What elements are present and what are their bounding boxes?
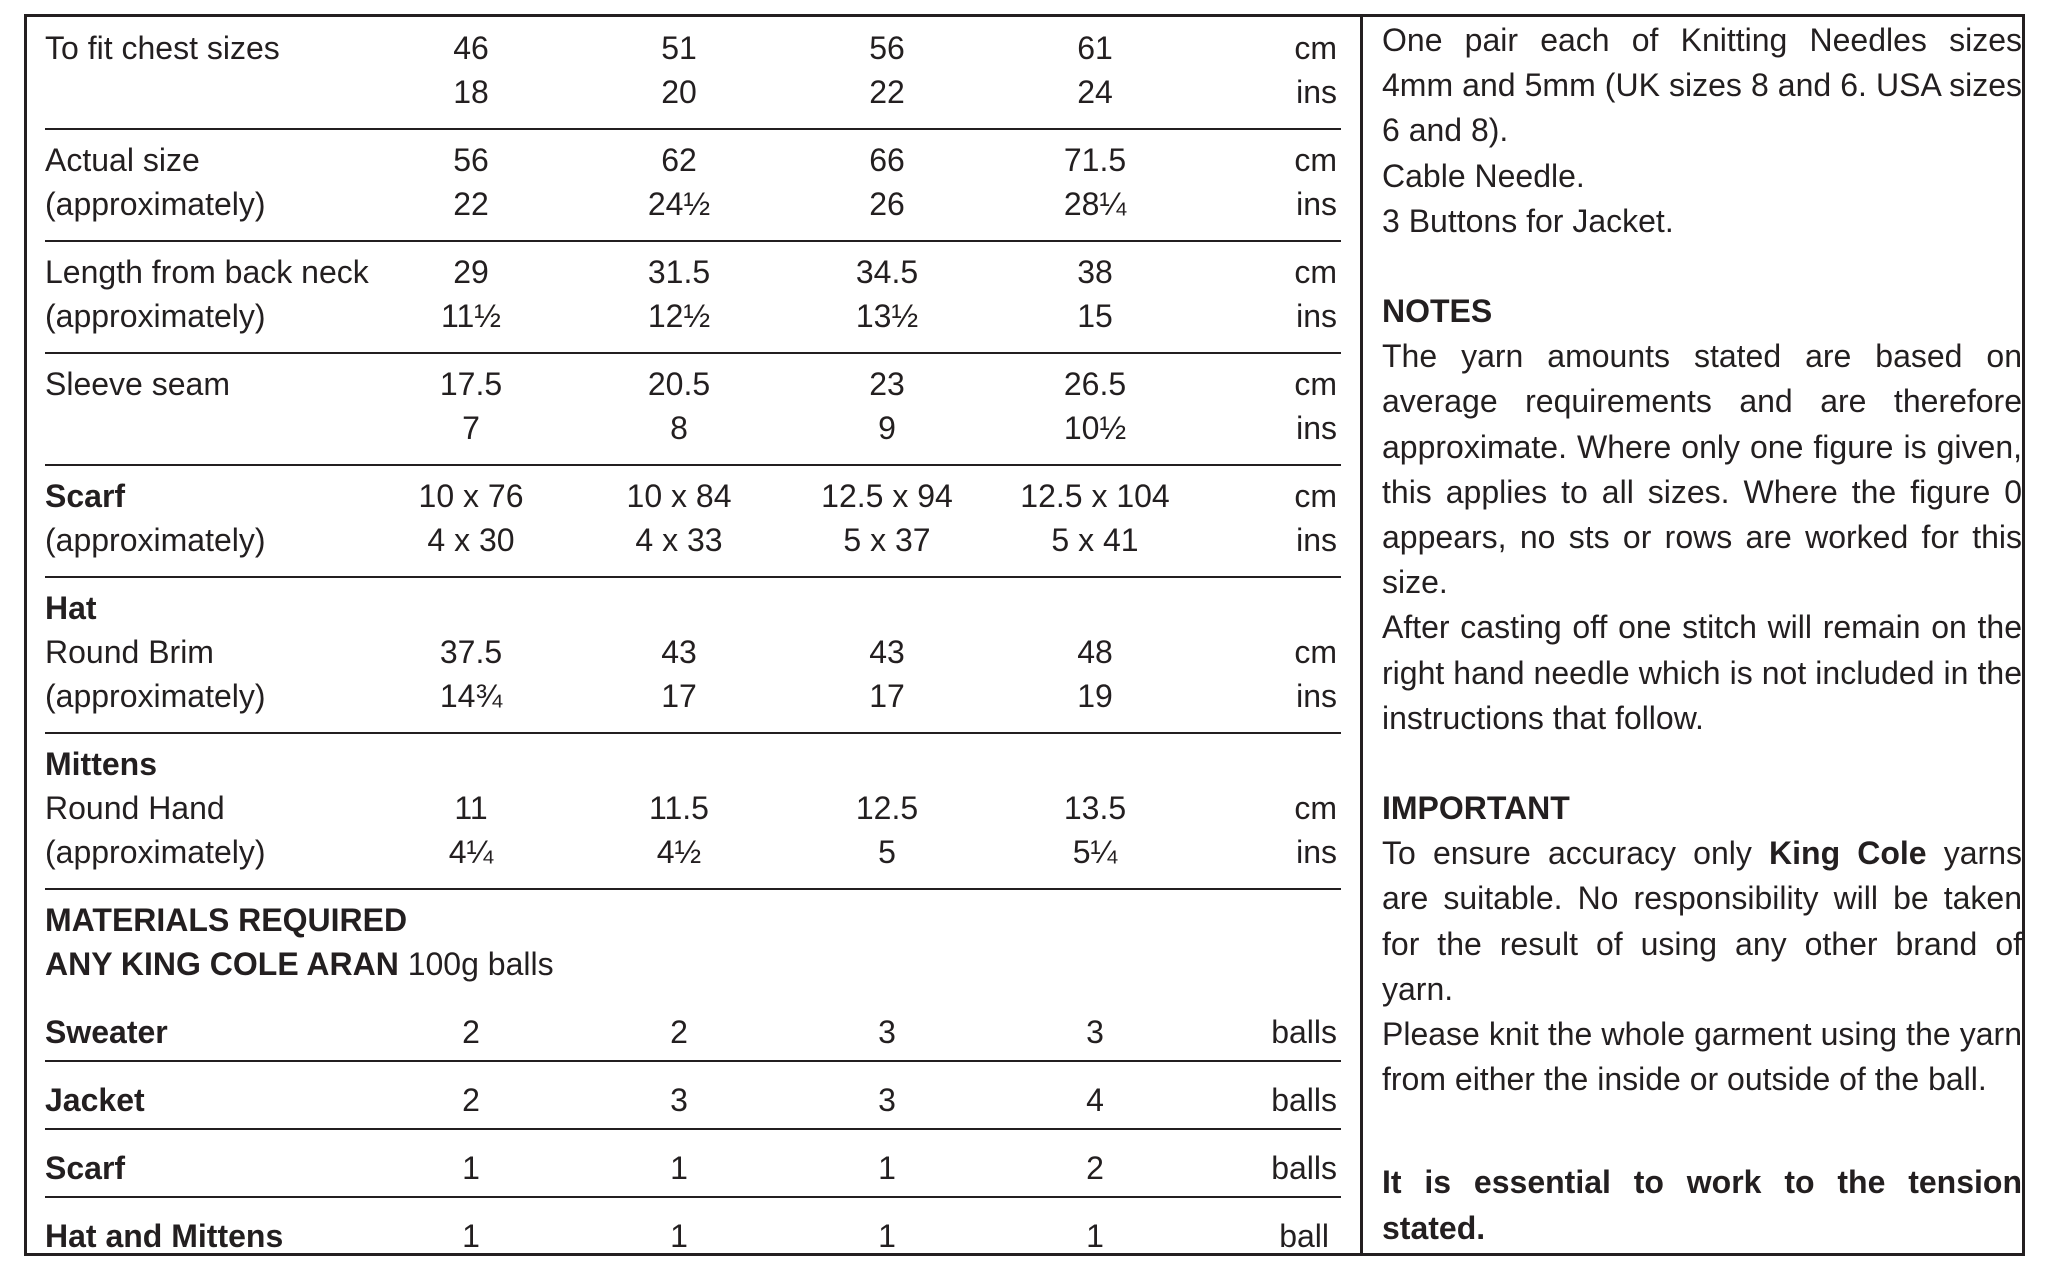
column-divider [1360,14,1363,1256]
materials-row-hat-mittens [45,1214,1341,1258]
actual-cm-3: 66 [869,142,905,178]
materials-value-3: 1 [878,1150,896,1186]
scarf-cm-1: 10 x 76 [418,478,524,514]
materials-value-2: 2 [670,1014,688,1050]
sleeve-ins-3: 9 [878,410,896,446]
unit-cm: cm [1294,478,1337,514]
chest-cm-1: 46 [453,30,489,66]
approx-label: (approximately) [45,678,266,714]
approx-label: (approximately) [45,186,266,222]
unit-cm: cm [1294,254,1337,290]
hat-title: Hat [45,590,97,626]
hat-ins-1: 14¾ [439,678,503,714]
length-cm-2: 31.5 [647,254,711,290]
actual-cm-4: 71.5 [1063,142,1127,178]
materials-heading-block [45,898,1341,992]
scarf-ins-2: 4 x 33 [635,522,723,558]
materials-row-scarf [45,1146,1341,1198]
hat-ins-4: 19 [1077,678,1113,714]
cable-needle-text: Cable Needle. [1382,157,1585,194]
sleeve-label: Sleeve seam [45,366,230,402]
materials-value-4: 1 [1086,1218,1104,1254]
materials-row-label: Hat and Mittens [45,1218,284,1254]
actual-cm-2: 62 [661,142,697,178]
unit-ins: ins [1296,74,1337,110]
tension-note: It is essential to work to the tension stated. [1382,1164,2022,1246]
materials-unit: balls [1271,1082,1337,1118]
materials-value-4: 4 [1086,1082,1104,1118]
materials-unit: balls [1271,1150,1337,1186]
materials-value-4: 3 [1086,1014,1104,1050]
mittens-title: Mittens [45,746,157,782]
unit-cm: cm [1294,790,1337,826]
materials-row-label: Jacket [45,1082,145,1118]
actual-label: Actual size [45,142,200,178]
scarf-ins-1: 4 x 30 [427,522,515,558]
approx-label: (approximately) [45,298,266,334]
mittens-cm-3: 12.5 [855,790,919,826]
chest-ins-1: 18 [453,74,489,110]
scarf-cm-4: 12.5 x 104 [1020,478,1170,514]
chest-size-row [45,26,1341,130]
actual-ins-3: 26 [869,186,905,222]
materials-unit: ball [1279,1218,1329,1254]
materials-value-1: 1 [462,1150,480,1186]
materials-unit: balls [1271,1014,1337,1050]
mittens-ins-3: 5 [878,834,896,870]
unit-cm: cm [1294,142,1337,178]
sleeve-ins-2: 8 [670,410,688,446]
approx-label: (approximately) [45,522,266,558]
materials-heading: MATERIALS REQUIRED [45,902,408,938]
materials-value-2: 3 [670,1082,688,1118]
buttons-text: 3 Buttons for Jacket. [1382,202,1674,239]
hat-ins-3: 17 [869,678,905,714]
hat-cm-3: 43 [869,634,905,670]
unit-cm: cm [1294,634,1337,670]
actual-size-row [45,138,1341,242]
yarn-weight: 100g balls [398,946,554,982]
actual-ins-2: 24½ [647,186,711,222]
mittens-cm-4: 13.5 [1063,790,1127,826]
length-ins-3: 13½ [855,298,919,334]
yarn-name: ANY KING COLE ARAN [45,946,399,982]
scarf-cm-2: 10 x 84 [626,478,732,514]
mittens-ins-4: 5¼ [1072,834,1118,870]
chest-cm-2: 51 [661,30,697,66]
materials-row-jacket [45,1078,1341,1130]
sleeve-cm-4: 26.5 [1063,366,1127,402]
unit-ins: ins [1296,186,1337,222]
important-paragraph: To ensure accuracy only King Cole yarns are suitable. No responsibility will be taken for the result of using any other brand of yarn. [1382,835,2023,1007]
materials-value-1: 2 [462,1082,480,1118]
hat-cm-1: 37.5 [439,634,503,670]
materials-row-sweater [45,1010,1341,1062]
mittens-ins-2: 4½ [656,834,702,870]
length-ins-4: 15 [1077,298,1113,334]
unit-ins: ins [1296,298,1337,334]
length-cm-4: 38 [1077,254,1113,290]
notes-heading: NOTES [1382,293,1493,330]
sleeve-cm-3: 23 [869,366,905,402]
chest-ins-3: 22 [869,74,905,110]
mittens-size-row [45,742,1341,890]
length-cm-1: 29 [453,254,489,290]
length-row [45,250,1341,354]
materials-row-label: Scarf [45,1150,126,1186]
hat-brim-label: Round Brim [45,634,214,670]
unit-ins: ins [1296,410,1337,446]
materials-value-1: 1 [462,1218,480,1254]
scarf-ins-3: 5 x 37 [843,522,931,558]
length-label: Length from back neck [45,254,369,290]
length-ins-1: 11½ [441,298,501,334]
important-heading: IMPORTANT [1382,790,1570,827]
unit-ins: ins [1296,834,1337,870]
chest-cm-3: 56 [869,30,905,66]
mittens-cm-2: 11.5 [649,790,709,826]
scarf-label: Scarf [45,478,126,514]
brand-name: King Cole [1769,835,1927,872]
unit-ins: ins [1296,678,1337,714]
actual-cm-1: 56 [453,142,489,178]
mittens-hand-label: Round Hand [45,790,225,826]
unit-cm: cm [1294,30,1337,66]
materials-value-1: 2 [462,1014,480,1050]
materials-value-4: 2 [1086,1150,1104,1186]
scarf-ins-4: 5 x 41 [1051,522,1139,558]
materials-value-3: 3 [878,1014,896,1050]
hat-cm-4: 48 [1077,634,1113,670]
materials-value-2: 1 [670,1218,688,1254]
scarf-size-row [45,474,1341,578]
chest-ins-4: 24 [1077,74,1113,110]
chest-ins-2: 20 [661,74,697,110]
scarf-cm-3: 12.5 x 94 [821,478,953,514]
size-table [45,14,1341,1256]
chest-cm-4: 61 [1077,30,1113,66]
needles-text: One pair each of Knitting Needles sizes 4mm and 5mm (UK sizes 8 and 6. USA sizes 6 and 8). [1382,22,2022,149]
unit-cm: cm [1294,366,1337,402]
materials-value-2: 1 [670,1150,688,1186]
materials-row-label: Sweater [45,1014,168,1050]
mittens-ins-1: 4¼ [448,834,494,870]
mittens-cm-1: 11 [454,790,488,826]
materials-value-3: 1 [878,1218,896,1254]
casting-off-paragraph: After casting off one stitch will remain on the right hand needle which is not included in the instructions that follow. [1382,609,2022,736]
actual-ins-1: 22 [453,186,489,222]
materials-value-3: 3 [878,1082,896,1118]
sleeve-cm-1: 17.5 [439,366,503,402]
unit-ins: ins [1296,522,1337,558]
sleeve-row [45,362,1341,466]
sleeve-ins-1: 7 [462,410,480,446]
length-cm-3: 34.5 [855,254,919,290]
hat-cm-2: 43 [661,634,697,670]
actual-ins-4: 28¼ [1063,186,1127,222]
sleeve-ins-4: 10½ [1063,410,1127,446]
length-ins-2: 12½ [647,298,711,334]
chest-label: To fit chest sizes [45,30,280,66]
notes-paragraph: The yarn amounts stated are based on average requirements and are therefore approximate. Where only one figure is given, this applies to all sizes. Where the figure 0 appears, no sts or rows are worked for this size. [1382,338,2022,601]
notes-column [1382,18,2022,1251]
sleeve-cm-2: 20.5 [647,366,711,402]
hat-ins-2: 17 [661,678,697,714]
approx-label: (approximately) [45,834,266,870]
knit-note: Please knit the whole garment using the yarn from either the inside or outside of the ball. [1382,1016,2022,1098]
hat-size-row [45,586,1341,734]
